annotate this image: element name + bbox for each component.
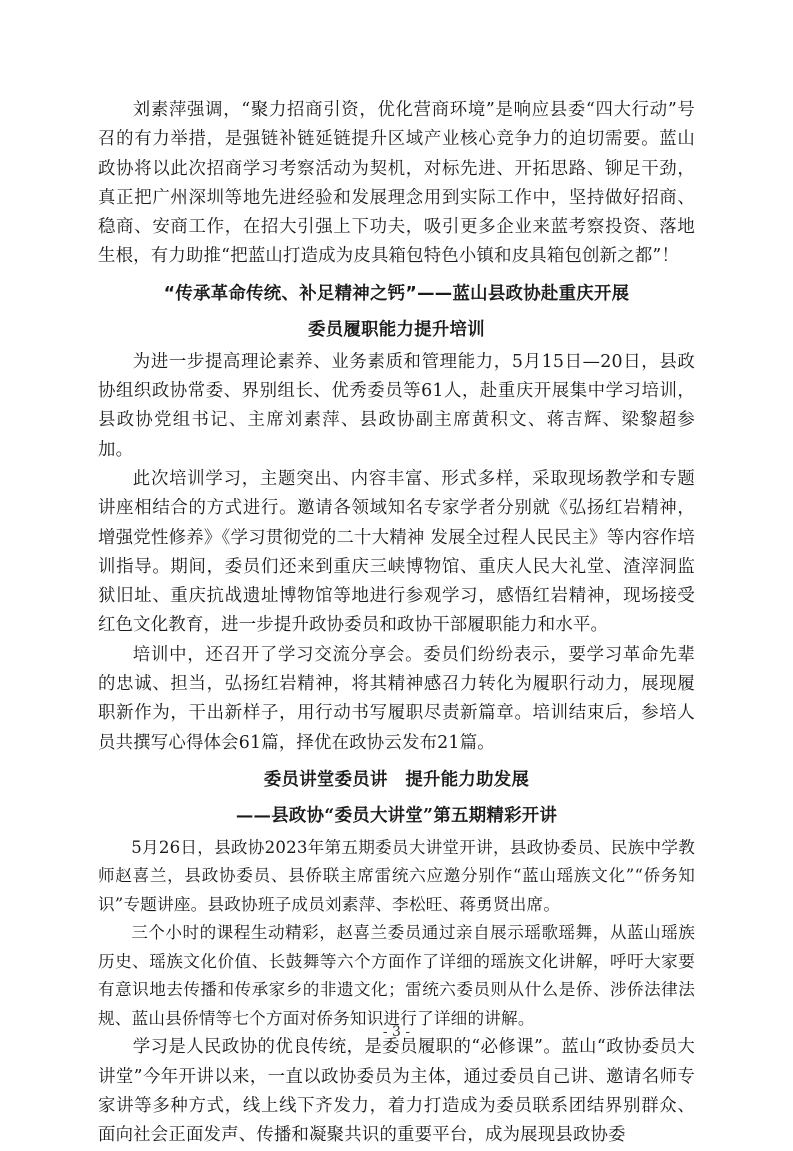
body-paragraph: 学习是人民政协的优良传统，是委员履职的“必修课”。蓝山“政协委员大讲堂”今年开讲以来，一直以政协委员为主体，通过委员自己讲、邀请名师专家讲等多种方式，线上线下齐发力，着力打造成为委员联系团结界别群众、面向社会正面发声、传播和凝聚共识的重要平台，成为展现县政协委 bbox=[98, 1037, 695, 1146]
article-title-line-1: “传承革命传统、补足精神之钙”——蓝山县政协赴重庆开展 bbox=[163, 283, 630, 304]
section-investment-conclusion bbox=[98, 96, 695, 272]
article-title-line-1: 委员讲堂委员讲 提升能力助发展 bbox=[263, 769, 530, 790]
section-member-lecture bbox=[98, 834, 695, 1151]
body-paragraph: 为进一步提高理论素养、业务素质和管理能力，5月15日—20日，县政协组织政协常委、界别组长、优秀委员等61人，赴重庆开展集中学习培训，县政协党组书记、主席刘素萍、县政协副主席黄积文、蒋吉辉、梁黎超参加。 bbox=[98, 351, 695, 460]
article-subtitle: ——县政协“委员大讲堂”第五期精彩开讲 bbox=[235, 805, 558, 826]
page-number: - 3 - bbox=[382, 1024, 411, 1040]
body-paragraph: 三个小时的课程生动精彩，赵喜兰委员通过亲自展示瑶歌瑶舞，从蓝山瑶族历史、瑶族文化价值、长鼓舞等六个方面作了详细的瑶族文化讲解，呼吁大家要有意识地去传播和传承家乡的非遗文化；雷统六委员则从什么是侨、涉侨法律法规、蓝山县侨情等七个方面对侨务知识进行了详细的讲解。 bbox=[98, 923, 695, 1028]
article-title-line-2: 委员履职能力提升培训 bbox=[308, 319, 485, 340]
body-paragraph: 5月26日，县政协2023年第五期委员大讲堂开讲，县政协委员、民族中学教师赵喜兰，县政协委员、县侨联主席雷统六应邀分别作“蓝山瑶族文化”“侨务知识”专题讲座。县政协班子成员刘素萍、李松旺、蒋勇贤出席。 bbox=[98, 837, 695, 914]
body-paragraph: 此次培训学习，主题突出、内容丰富、形式多样，采取现场教学和专题讲座相结合的方式进行。邀请各领域知名专家学者分别就《弘扬红岩精神，增强党性修养》《学习贯彻党的二十大精神 发展全过程人民民主》等内容作培训指导。期间，委员们还来到重庆三峡博物馆、重庆人民大礼堂、渣滓洞监狱旧址、重庆抗战遗址博物馆等地进行参观学习，感悟红岩精神，现场接受红色文化教育，进一步提升政协委员和政协干部履职能力和水平。 bbox=[98, 468, 695, 636]
section-chongqing-training bbox=[98, 348, 695, 758]
body-paragraph: 培训中，还召开了学习交流分享会。委员们纷纷表示，要学习革命先辈的忠诚、担当，弘扬红岩精神，将其精神感召力转化为履职行动力，展现履职新作为，干出新样子，用行动书写履职尽责新篇章。培训结束后，参培人员共撰写心得体会61篇，择优在政协云发布21篇。 bbox=[98, 644, 695, 753]
body-paragraph: 刘素萍强调，“聚力招商引资，优化营商环境”是响应县委“四大行动”号召的有力举措，是强链补链延链提升区域产业核心竞争力的迫切需要。蓝山政协将以此次招商学习考察活动为契机，对标先进、开拓思路、铆足干劲，真正把广州深圳等地先进经验和发展理念用到实际工作中，坚持做好招商、稳商、安商工作，在招大引强上下功夫，吸引更多企业来蓝考察投资、落地生根，有力助推“把蓝山打造成为皮具箱包特色小镇和皮具箱包创新之都”！ bbox=[98, 100, 695, 267]
